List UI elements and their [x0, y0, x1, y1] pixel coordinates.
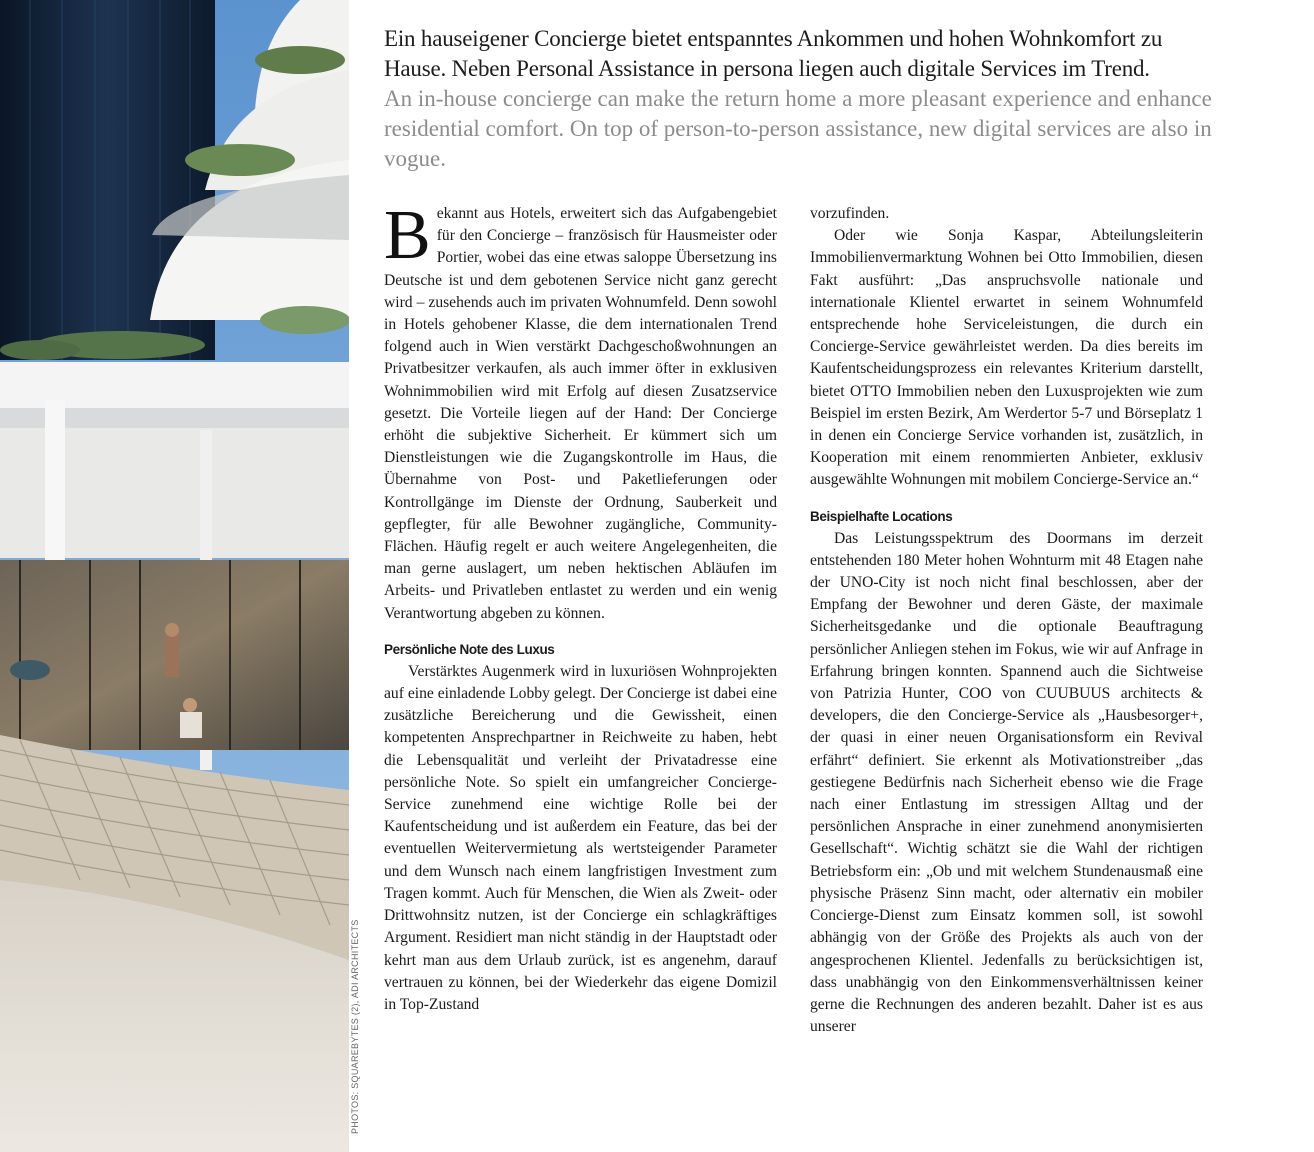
article-column-1 — [384, 197, 777, 1016]
drop-cap: B — [384, 197, 431, 274]
architecture-photo — [0, 0, 349, 1152]
paragraph: vorzufinden. — [810, 205, 890, 222]
building-rendering — [0, 0, 349, 1152]
subheading: Beispielhafte Locations — [810, 508, 953, 524]
paragraph — [384, 197, 777, 625]
photo-credit: PHOTOS: SQUAREBYTES (2), ADI ARCHITECTS — [350, 919, 360, 1134]
paragraph-text: ekannt aus Hotels, erweitert sich das Aufgabengebiet für den Concierge – französisch für Hausmeister oder Portier, wobei das eine etwas saloppe Übersetzung ins Deutsche ist und dem gebotenen Service nicht ganz gerecht wird – zusehends auch im privaten Wohnumfeld. Denn sowohl in Hotels gehobener Klasse, die dem internationalen Trend folgend auch in Wien verstärkt Dachgeschoßwohnungen an Privatbesitzer verkaufen, als auch immer öfter in exklusiven Wohnimmobilien wird mit Erfolg auf diesen Zusatzservice gesetzt. Die Vorteile liegen auf der Hand: Der Concierge erhöht die subjektive Sicherheit. Er kümmert sich um Dienstleistungen wie die Zugangskontrolle im Haus, die Übernahme von Post- und Paketlieferungen oder Kontrollgänge im Dienste der Ordnung, Sauberkeit und gepflegter, für alle Bewohner zugängliche, Community-Flächen. Häufig regelt er auch weitere Angelegenheiten, die man gerne auslagert, um neben hektischen Abläufen im Arbeits- und Privatleben entlastet zu werden und ein wenig Verantwortung abgeben zu können. — [384, 205, 777, 622]
subheading: Persönliche Note des Luxus — [384, 641, 555, 657]
paragraph: Verstärktes Augenmerk wird in luxuriösen Wohnprojekten auf eine einladende Lobby gelegt. Der Concierge ist dabei eine zusätzliche Bereicherung und die Gewissheit, einen kompetenten Ansprechpartner in Reichweite zu haben, hebt die Lebensqualität und verleiht der Privatadresse eine persönliche Note. So spielt ein umfangreicher Concierge-Service zunehmend eine wichtige Rolle bei der Kaufentscheidung und ist außerdem ein Feature, das bei der eventuellen Weitervermietung als wertsteigender Parameter und dem Wunsch nach einem langfristigen Investment zum Tragen kommt. Auch für Menschen, die Wien als Zweit- oder Drittwohnsitz nutzen, ist der Concierge ein schlagkräftiges Argument. Residiert man nicht ständig in der Hauptstadt oder kehrt man aus dem Urlaub zurück, ist es angenehm, darauf vertrauen zu können, bei der Wiederkehr das eigene Domizil in Top-Zustand — [384, 662, 777, 1013]
lead-english: An in-house concierge can make the return home a more pleasant experience and enhance residential comfort. On top of person-to-person assistance, new digital services are also in vogue. — [384, 86, 1212, 171]
paragraph: Oder wie Sonja Kaspar, Abteilungsleiterin Immobilienvermarktung Wohnen bei Otto Immobilien, diesen Fakt ausführt: „Das anspruchsvolle nationale und internationale Klientel erwartet in seinem Wohnumfeld entsprechende hohe Serviceleistungen, die durch ein Concierge-Service gewährleistet werden. Da dies bereits im Kaufentscheidungsprozess ein relevantes Kriterium darstellt, bietet OTTO Immobilien neben den Luxusprojekten wie zum Beispiel im ersten Bezirk, Am Werdertor 5-7 und Börseplatz 1 in denen ein Concierge Service vorhanden ist, zusätzlich, in Kooperation mit einem renommierten Anbieter, exklusiv ausgewählte Wohnungen mit mobilem Concierge-Service an.“ — [810, 227, 1203, 489]
paragraph: Das Leistungsspektrum des Doormans im derzeit entstehenden 180 Meter hohen Wohnturm mit 48 Etagen nahe der UNO-City ist noch nicht final beschlossen, aber der Empfang der Bewohner und deren Gäste, der maximale Sicherheitsgedanke und die optionale Beauftragung persönlicher Anliegen stehen im Fokus, wie wir auf Anfrage in Erfahrung bringen konnten. Spannend auch die Sichtweise von Patrizia Hunter, COO von CUUBUUS architects & developers, die den Concierge-Service als „Hausbesorger+, der quasi in einer neuen Organisationsform ein Revival erfährt“ definiert. Sie erkennt als Motivationstreiber „das gestiegene Bedürfnis nach Sicherheit ebenso wie die Frage nach einer Entlastung im stressigen Alltag und der persönlichen Ansprache in einer zunehmend anonymisierten Gesellschaft“. Wichtig schätzt sie die Wahl der richtigen Betriebsform ein: „Ob und mit welchem Stundenausmaß eine physische Präsenz Sinn macht, oder alternativ ein mobiler Concierge-Dienst zum Einsatz kommen soll, ist sowohl abhängig von der Größe des Projekts als auch von der angesprochenen Klientel. Jedenfalls zu berücksichtigen ist, dass unabhängig von den Einkommensverhältnissen keiner gerne die Rechnungen des anderen bezahlt. Daher ist es aus unserer — [810, 529, 1203, 1036]
article-column-2 — [810, 203, 1203, 1038]
article-lead — [384, 24, 1224, 174]
lead-german: Ein hauseigener Concierge bietet entspanntes Ankommen und hohen Wohnkomfort zu Hause. Neben Personal Assistance in persona liegen auch digitale Services im Trend. — [384, 26, 1163, 81]
